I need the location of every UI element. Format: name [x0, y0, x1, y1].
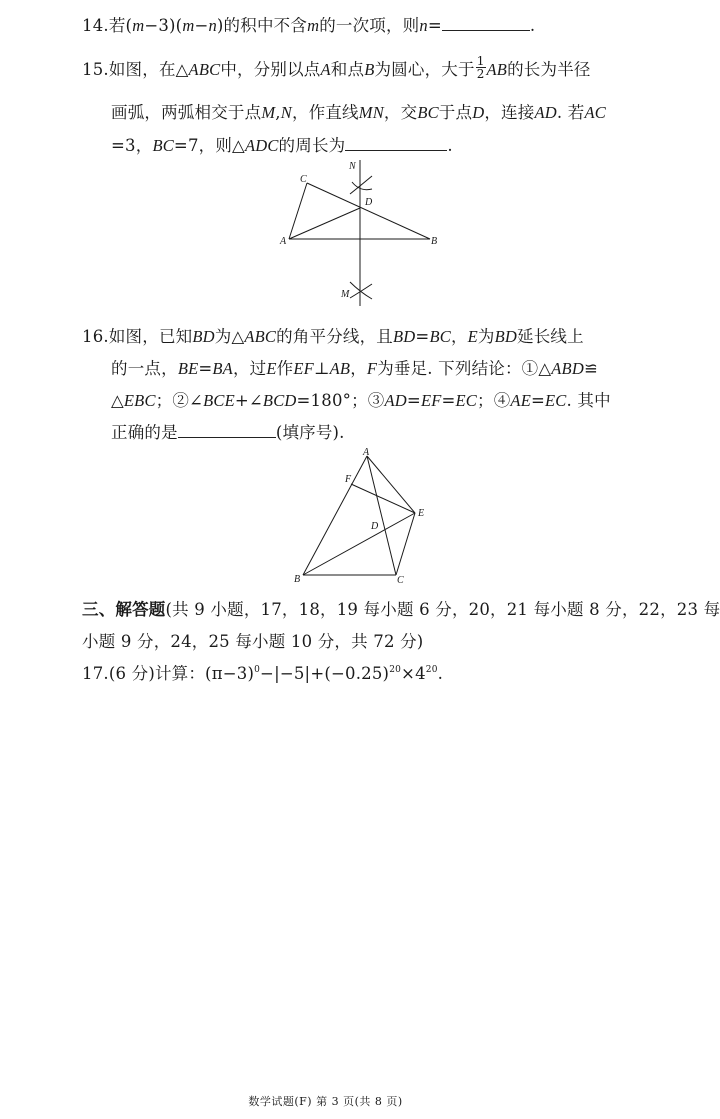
- fraction-one-half: $\frac{1}{2}$: [476, 54, 485, 81]
- label-e: E: [418, 508, 425, 519]
- label-a: A: [363, 447, 370, 458]
- question-15-line-1: 15.如图，在△ABC中，分别以点A和点B为圆心，大于 $\frac{1}{2}$ AB的长为半径: [82, 54, 591, 81]
- arc-upper-2: [350, 176, 372, 194]
- page-footer: 数学试题(F) 第 3 页(共 8 页): [248, 1095, 403, 1108]
- label-a: A: [280, 236, 287, 247]
- label-n: N: [349, 161, 356, 172]
- section-title: 三、解答题: [82, 600, 166, 619]
- label-b: B: [294, 574, 301, 585]
- answer-blank[interactable]: [442, 15, 530, 31]
- question-17: 17.(6 分)计算：$(\pi-3)^0-|-5|+(-0.25)^{20}\times 4^{20}$.: [82, 664, 444, 683]
- question-number: 15.: [82, 60, 109, 79]
- answer-blank[interactable]: [345, 135, 447, 151]
- section-3-header-line-2: 小题 9 分，24，25 每小题 10 分，共 72 分): [82, 632, 424, 651]
- figure-16-geometry: [288, 446, 438, 588]
- figure-15-geometry: [280, 156, 450, 306]
- label-m: M: [341, 289, 350, 300]
- question-15-line-2: 画弧，两弧相交于点M,N，作直线MN，交BC于点D，连接AD. 若AC: [111, 103, 606, 122]
- label-c: C: [300, 174, 307, 185]
- segment-ca: [289, 183, 307, 239]
- question-number: 16.: [82, 327, 109, 346]
- section-3-header: 三、解答题(共 9 小题，17，18，19 每小题 6 分，20，21 每小题 8 分，22，23 每: [82, 600, 720, 619]
- question-16-line-3: △EBC；②∠BCE+∠BCD=180°；③AD=EF=EC；④AE=EC. 其中: [111, 391, 611, 410]
- arc-upper-1: [352, 182, 372, 190]
- label-b: B: [431, 236, 438, 247]
- segment-ef: [351, 484, 415, 513]
- label-d: D: [365, 197, 373, 208]
- arc-lower-2: [350, 284, 372, 298]
- label-d: D: [371, 521, 379, 532]
- label-f: F: [345, 474, 352, 485]
- question-16-line-4: 正确的是 (填序号).: [111, 423, 345, 442]
- segment-ad: [289, 208, 360, 239]
- label-c: C: [397, 575, 404, 586]
- answer-blank[interactable]: [178, 422, 276, 438]
- question-15-line-3: =3，BC=7，则△ADC的周长为 .: [111, 136, 453, 155]
- question-16-line-2: 的一点，BE=BA，过E作EF⊥AB，F为垂足. 下列结论：①△ABD≌: [111, 359, 598, 378]
- segment-cb: [307, 183, 430, 239]
- question-16-line-1: 16.如图，已知BD为△ABC的角平分线，且BD=BC，E为BD延长线上: [82, 327, 584, 346]
- question-14: 14.若(m−3)(m−n)的积中不含m的一次项，则n= .: [82, 16, 536, 35]
- question-number: 14.: [82, 16, 109, 35]
- question-number: 17.: [82, 664, 109, 683]
